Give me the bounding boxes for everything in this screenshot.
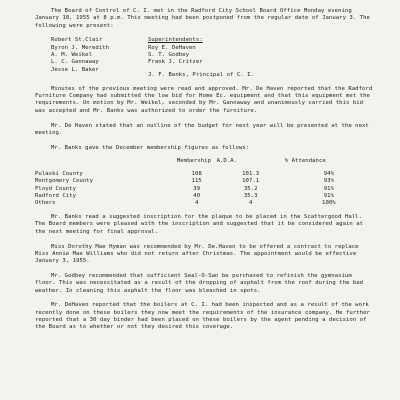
table-cell: 35.3 <box>243 192 258 199</box>
plaque-paragraph: Mr. Banks read a suggested inscription for the plaque to be placed in the Scattergood Hall. The Board members were pleased with the inscription and suggested that it be considered again at the next meeting for final approval. <box>35 214 364 235</box>
table-header <box>35 158 177 171</box>
table-cell: Montgomery County <box>35 178 94 185</box>
table-row <box>35 171 373 178</box>
intro-paragraph: The Board of Control of C. I. met in the Radford City School Board Office Monday evening January 10, 1955 at 8 p.m. This meeting had been postponed from the regular date of January 3. The following were present: <box>35 8 370 29</box>
table-header-row <box>35 158 373 171</box>
budget-paragraph: Mr. De Haven stated that an outline of the budget for next year will be presented at the next meeting. <box>35 122 369 136</box>
member-name: Jesse L. Baker <box>51 66 99 73</box>
table-cell: 40 <box>193 192 201 199</box>
table-cell: 107.1 <box>242 178 260 185</box>
table-cell: 91% <box>323 185 335 192</box>
superintendent-name: Roy E. DeHaven <box>148 44 196 51</box>
appointment-paragraph: Miss Dorothy Mae Hyman was recommended by Mr. De.Haven to be offered a contract to replace Miss Annie Mae Williams who did not return after Christmas. The appointment would be effective January 3, 1955. <box>35 243 359 265</box>
table-cell: 91% <box>323 192 335 199</box>
table-cell: Radford City <box>35 192 77 199</box>
attendance-list <box>51 37 373 78</box>
table-row <box>35 178 373 185</box>
table-cell: 115 <box>191 178 202 185</box>
table-cell: 101.3 <box>242 171 260 178</box>
table-cell: 4 <box>194 199 199 206</box>
table-cell: Others <box>35 199 56 206</box>
table-header: A.D.A. <box>216 157 238 164</box>
table-cell: 4 <box>248 199 253 206</box>
superintendent-name: Frank J. Critzer <box>148 59 203 66</box>
gym-floor-paragraph: Mr. Godbey recommended that sufficient Seal-O-San be purchased to refinish the gymnasium floor. This was necessitated as a result of the dropping of asphalt from the roof during the bad weather. In cleaning this asphalt the floor was bleached in spots. <box>35 272 364 294</box>
table-row <box>35 186 373 193</box>
table-cell: 93% <box>323 178 335 185</box>
table-cell: 100% <box>322 199 336 206</box>
member-name: A. M. Weikel <box>51 51 93 58</box>
table-header: Membership <box>176 157 211 164</box>
minutes-paragraph: Minutes of the previous meeting were read and approved. Mr. De Haven reported that the Radford Furniture Company had submitted the low bid for Home Ec. equipment and that this equipment met the requirements. On motion by Mr. Weikel, seconded by Mr. Gannaway and unanimously carried this bid was accepted and Mr. Banks was authorized to order the furniture. <box>35 85 373 114</box>
table-row <box>35 200 373 207</box>
table-row <box>35 193 373 200</box>
superintendent-name: S. T. Godbey <box>148 51 190 58</box>
table-cell: 39 <box>193 185 201 192</box>
table-cell: 35.2 <box>243 185 258 192</box>
membership-table <box>35 158 373 207</box>
member-name: Robert St.Clair <box>51 37 103 44</box>
board-members-column <box>51 37 148 78</box>
principal-name: J. F. Banks, Principal of C. I. <box>148 71 254 78</box>
table-cell: 108 <box>191 171 202 178</box>
table-cell: Floyd County <box>35 185 77 192</box>
superintendents-header: Superintendents: <box>148 37 203 44</box>
member-name: Byron J. Meredith <box>51 44 110 51</box>
member-name: L. C. Gannaway <box>51 59 99 66</box>
membership-intro: Mr. Banks gave the December membership figures as follows: <box>51 144 250 151</box>
table-cell: Pulaski County <box>35 171 83 178</box>
superintendents-column <box>148 37 373 78</box>
boilers-paragraph: Mr. DeHaven reported that the boilers at C. I. had been inspected and as a result of the work recently done on these boilers they now meet the requirements of the insurance company. He further reported that a 30 day binder had been placed on these boilers by the agent pending a decision of the Board as to whether or not they desired this coverage. <box>35 302 370 331</box>
table-header: % Attendance <box>284 157 326 164</box>
table-cell: 94% <box>323 171 335 178</box>
